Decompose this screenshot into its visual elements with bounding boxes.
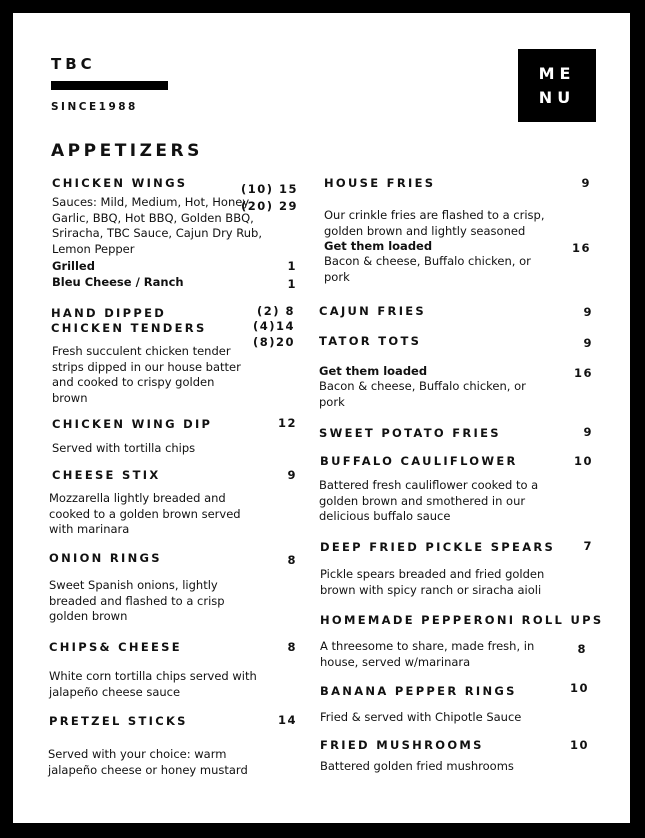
item-price: 8 [287, 553, 297, 567]
addon-price: 16 [573, 366, 593, 380]
addon-name: Bleu Cheese / Ranch [52, 275, 184, 289]
item-description: A threesome to share, made fresh, in house, served w/marinara [320, 639, 535, 669]
addon-price: 16 [571, 241, 591, 255]
item-name: FRIED MUSHROOMS [320, 738, 484, 752]
item-description: Served with your choice: warm jalapeño cheese or honey mustard [48, 747, 248, 777]
addon-name: Grilled [52, 259, 95, 273]
menu-badge-line1: ME [538, 64, 576, 83]
item-price: (20) 29 [241, 199, 299, 213]
addon-description: Bacon & cheese, Buffalo chicken, or pork [324, 254, 531, 284]
item-name: HOUSE FRIES [324, 176, 436, 190]
item-name: ONION RINGS [49, 551, 162, 565]
item-price: 9 [581, 176, 591, 190]
item-name: HOMEMADE PEPPERONI ROLL UPS [320, 613, 604, 627]
menu-badge [518, 49, 596, 122]
item-price: 7 [583, 539, 593, 553]
item-price: (2) 8 [256, 304, 295, 318]
menu-page [13, 13, 630, 823]
item-price: 10 [573, 454, 593, 468]
item-description: Fried & served with Chipotle Sauce [320, 710, 522, 724]
item-description: Sweet Spanish onions, lightly breaded and flashed to a crisp golden brown [49, 578, 225, 623]
menu-badge-line2: NU [538, 88, 576, 107]
item-price: 9 [287, 468, 297, 482]
item-name: CHICKEN WING DIP [52, 417, 213, 431]
item-name: HAND DIPPED [51, 306, 167, 320]
item-description: Battered golden fried mushrooms [320, 759, 514, 773]
section-title: APPETIZERS [51, 141, 203, 161]
item-description: White corn tortilla chips served with jalapeño cheese sauce [49, 669, 257, 699]
item-name: CHIPS& CHEESE [49, 640, 182, 654]
brand-underline-bar [51, 81, 168, 90]
item-price: 8 [577, 642, 587, 656]
item-price: 10 [569, 681, 589, 695]
item-name: BANANA PEPPER RINGS [320, 684, 517, 698]
item-price: 9 [583, 425, 593, 439]
item-price: 8 [287, 640, 297, 654]
item-price: (4)14 [252, 319, 295, 333]
item-name: PRETZEL STICKS [49, 714, 188, 728]
item-price: (8)20 [252, 335, 295, 349]
item-description: Battered fresh cauliflower cooked to a golden brown and smothered in our delicious buffalo sauce [319, 478, 539, 523]
item-name: CHICKEN WINGS [52, 176, 188, 190]
item-name: TATOR TOTS [319, 334, 422, 348]
item-price: 9 [583, 336, 593, 350]
item-name: BUFFALO CAULIFLOWER [320, 454, 518, 468]
item-price: 12 [277, 416, 297, 430]
brand-name: TBC [51, 55, 96, 73]
since-tagline: SINCE1988 [51, 101, 138, 113]
item-price: 14 [277, 713, 297, 727]
item-price: (10) 15 [241, 182, 299, 196]
item-name: SWEET POTATO FRIES [319, 426, 501, 440]
item-description: Sauces: Mild, Medium, Hot, Honey Garlic, BBQ, Hot BBQ, Golden BBQ, Sriracha, TBC Sauce, Cajun Dry Rub, Lemon Pepper [52, 195, 262, 256]
addon-description: Bacon & cheese, Buffalo chicken, or pork [319, 379, 526, 409]
item-description: Fresh succulent chicken tender strips dipped in our house batter and cooked to crispy golden brown [52, 344, 241, 405]
item-name: DEEP FRIED PICKLE SPEARS [320, 540, 556, 554]
addon-name: Get them loaded [324, 239, 433, 253]
item-description: Pickle spears breaded and fried golden brown with spicy ranch or siracha aioli [320, 567, 545, 597]
item-name: CHICKEN TENDERS [51, 321, 207, 335]
addon-name: Get them loaded [319, 364, 428, 378]
item-price: 9 [583, 305, 593, 319]
addon-price: 1 [287, 277, 297, 291]
item-description: Served with tortilla chips [52, 441, 196, 455]
addon-price: 1 [287, 259, 297, 273]
item-name: CHEESE STIX [52, 468, 161, 482]
item-description: Our crinkle fries are flashed to a crisp, golden brown and lightly seasoned [324, 208, 545, 238]
item-description: Mozzarella lightly breaded and cooked to a golden brown served with marinara [49, 491, 241, 536]
item-price: 10 [569, 738, 589, 752]
item-name: CAJUN FRIES [319, 304, 427, 318]
